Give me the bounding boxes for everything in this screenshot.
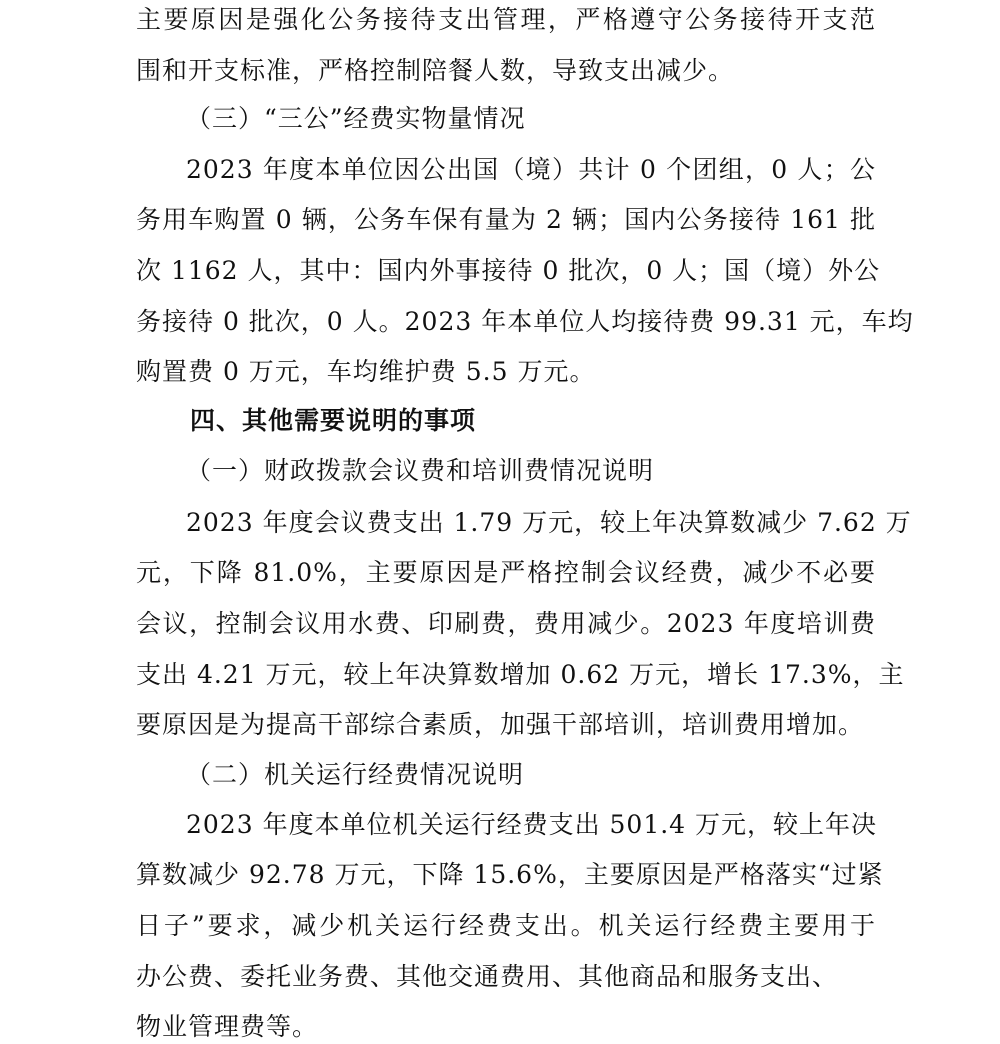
subsection-heading: （一）财政拨款会议费和培训费情况说明 — [186, 456, 655, 485]
subsection-heading: （三）“三公”经费实物量情况 — [186, 104, 526, 133]
paragraph-line: 务用车购置 0 辆，公务车保有量为 2 辆；国内公务接待 161 批 — [136, 205, 876, 234]
paragraph-line: 2023 年度本单位机关运行经费支出 501.4 万元，较上年决 — [186, 810, 878, 839]
paragraph-line: 元，下降 81.0%，主要原因是严格控制会议经费，减少不必要 — [136, 558, 876, 587]
paragraph-line: 支出 4.21 万元，较上年决算数增加 0.62 万元，增长 17.3%，主 — [136, 660, 905, 689]
paragraph-line: 日子”要求，减少机关运行经费支出。机关运行经费主要用于 — [136, 911, 876, 940]
paragraph-line: 要原因是为提高干部综合素质，加强干部培训，培训费用增加。 — [136, 710, 865, 739]
paragraph-line: 务接待 0 批次，0 人。2023 年本单位人均接待费 99.31 元，车均 — [136, 307, 914, 336]
paragraph-line: 围和开支标准，严格控制陪餐人数，导致支出减少。 — [136, 56, 735, 85]
paragraph-line: 物业管理费等。 — [136, 1012, 319, 1041]
paragraph-line: 算数减少 92.78 万元，下降 15.6%，主要原因是严格落实“过紧 — [136, 860, 884, 889]
paragraph-line: 次 1162 人，其中：国内外事接待 0 批次，0 人；国（境）外公 — [136, 256, 881, 285]
paragraph-line: 2023 年度会议费支出 1.79 万元，较上年决算数减少 7.62 万 — [186, 508, 912, 537]
paragraph-line: 主要原因是强化公务接待支出管理，严格遵守公务接待开支范 — [136, 5, 876, 34]
paragraph-line: 会议，控制会议用水费、印刷费，费用减少。2023 年度培训费 — [136, 609, 876, 638]
paragraph-line: 购置费 0 万元，车均维护费 5.5 万元。 — [136, 357, 596, 386]
paragraph-line: 办公费、委托业务费、其他交通费用、其他商品和服务支出、 — [136, 962, 839, 991]
section-heading: 四、其他需要说明的事项 — [190, 406, 477, 435]
subsection-heading: （二）机关运行经费情况说明 — [186, 760, 525, 789]
paragraph-line: 2023 年度本单位因公出国（境）共计 0 个团组，0 人；公 — [186, 155, 876, 184]
